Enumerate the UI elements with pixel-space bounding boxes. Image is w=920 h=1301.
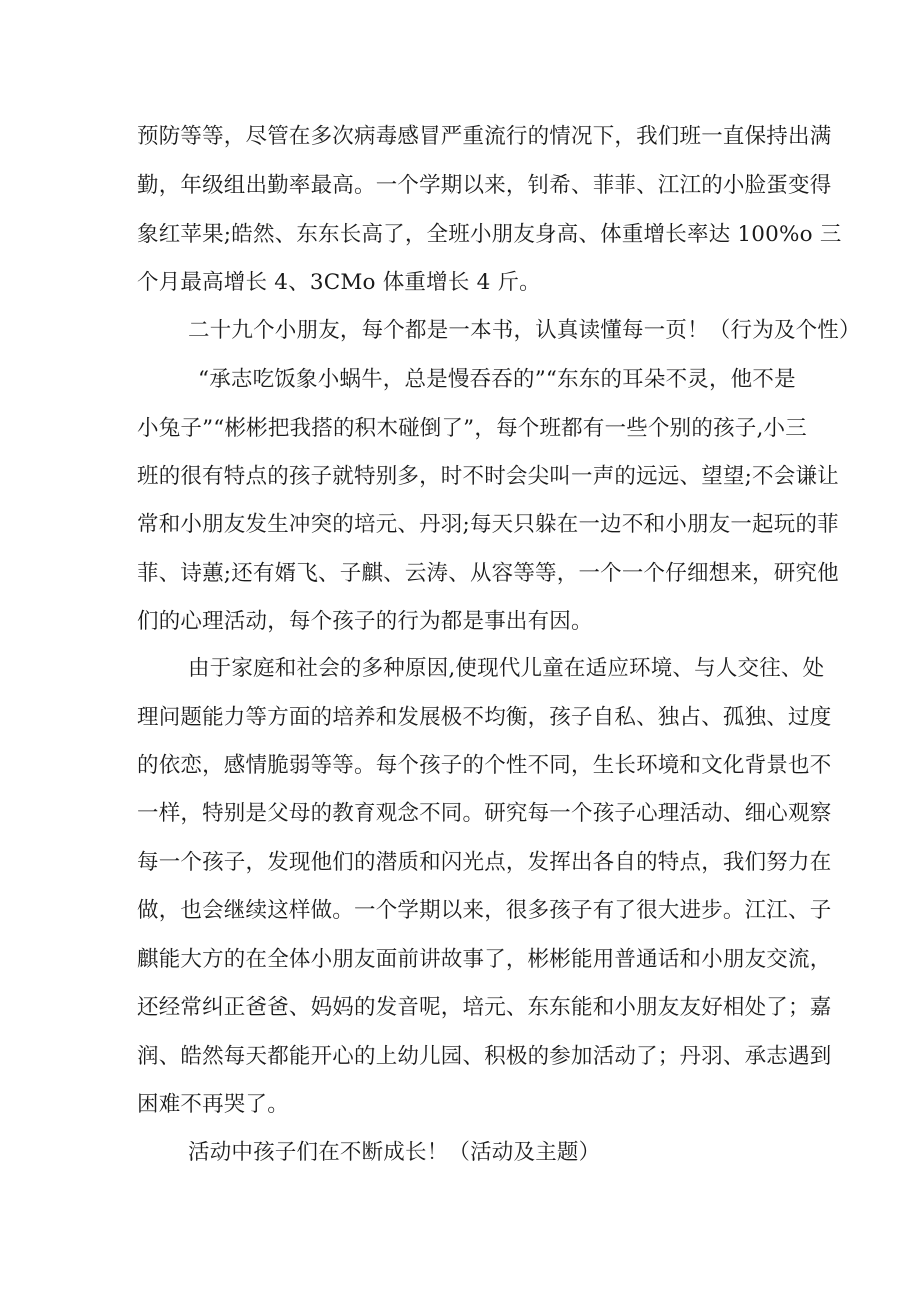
paragraph-4-line-2: 理问题能力等方面的培养和发展极不均衡，孩子自私、独占、孤独、过度	[137, 705, 832, 730]
paragraph-1-line-2: 勤，年级组出勤率最高。一个学期以来，钊希、菲菲、江江的小脸蛋变得	[137, 173, 832, 198]
paragraph-3-line-4: 常和小朋友发生冲突的培元、丹羽;每天只躲在一边不和小朋友一起玩的菲	[137, 512, 839, 537]
paragraph-4-line-6: 做，也会继续这样做。一个学期以来，很多孩子有了很大进步。江江、子	[137, 898, 832, 923]
paragraph-4-line-5: 每一个孩子，发现他们的潜质和闪光点，发挥出各自的特点，我们努力在	[137, 850, 832, 875]
paragraph-4-line-8: 还经常纠正爸爸、妈妈的发音呢，培元、东东能和小朋友友好相处了；嘉	[137, 995, 832, 1020]
paragraph-3-line-3: 班的很有特点的孩子就特别多，时不时会尖叫一声的远远、望望;不会谦让	[137, 464, 839, 489]
paragraph-3-line-6: 们的心理活动，每个孩子的行为都是事出有因。	[137, 609, 593, 634]
paragraph-3-line-5: 菲、诗蕙;还有婿飞、子麒、云涛、从容等等，一个一个仔细想来，研究他	[137, 561, 839, 586]
paragraph-4-line-7: 麒能大方的在全体小朋友面前讲故事了，彬彬能用普通话和小朋友交流，	[137, 947, 832, 972]
paragraph-3-line-1: “承志吃饭象小蜗牛，总是慢吞吞的”“东东的耳朵不灵，他不是	[198, 367, 796, 392]
paragraph-5-line-1: 活动中孩子们在不断成长！（活动及主题）	[188, 1140, 601, 1165]
paragraph-4-line-4: 一样，特别是父母的教育观念不同。研究每一个孩子心理活动、细心观察	[137, 801, 832, 826]
paragraph-3-line-2: 小兔子”“彬彬把我搭的积木碰倒了”，每个班都有一些个别的孩子,小三	[137, 416, 807, 441]
paragraph-4-line-3: 的依恋，感情脆弱等等。每个孩子的个性不同，生长环境和文化背景也不	[137, 753, 832, 778]
paragraph-1-line-1: 预防等等，尽管在多次病毒感冒严重流行的情况下，我们班一直保持出满	[137, 124, 832, 149]
paragraph-4-line-1: 由于家庭和社会的多种原因,使现代儿童在适应环境、与人交往、处	[188, 656, 825, 681]
paragraph-1-line-3: 象红苹果;皓然、东东长高了，全班小朋友身高、体重增长率达 100%o 三	[137, 222, 842, 247]
paragraph-4-line-10: 困难不再哭了。	[137, 1092, 289, 1117]
paragraph-4-line-9: 润、皓然每天都能开心的上幼儿园、积极的参加活动了；丹羽、承志遇到	[137, 1044, 832, 1069]
paragraph-1-line-4: 个月最高增长 4、3CMo 体重增长 4 斤。	[137, 270, 541, 295]
paragraph-2-line-1: 二十九个小朋友，每个都是一本书，认真读懂每一页！（行为及个性）	[188, 318, 861, 343]
